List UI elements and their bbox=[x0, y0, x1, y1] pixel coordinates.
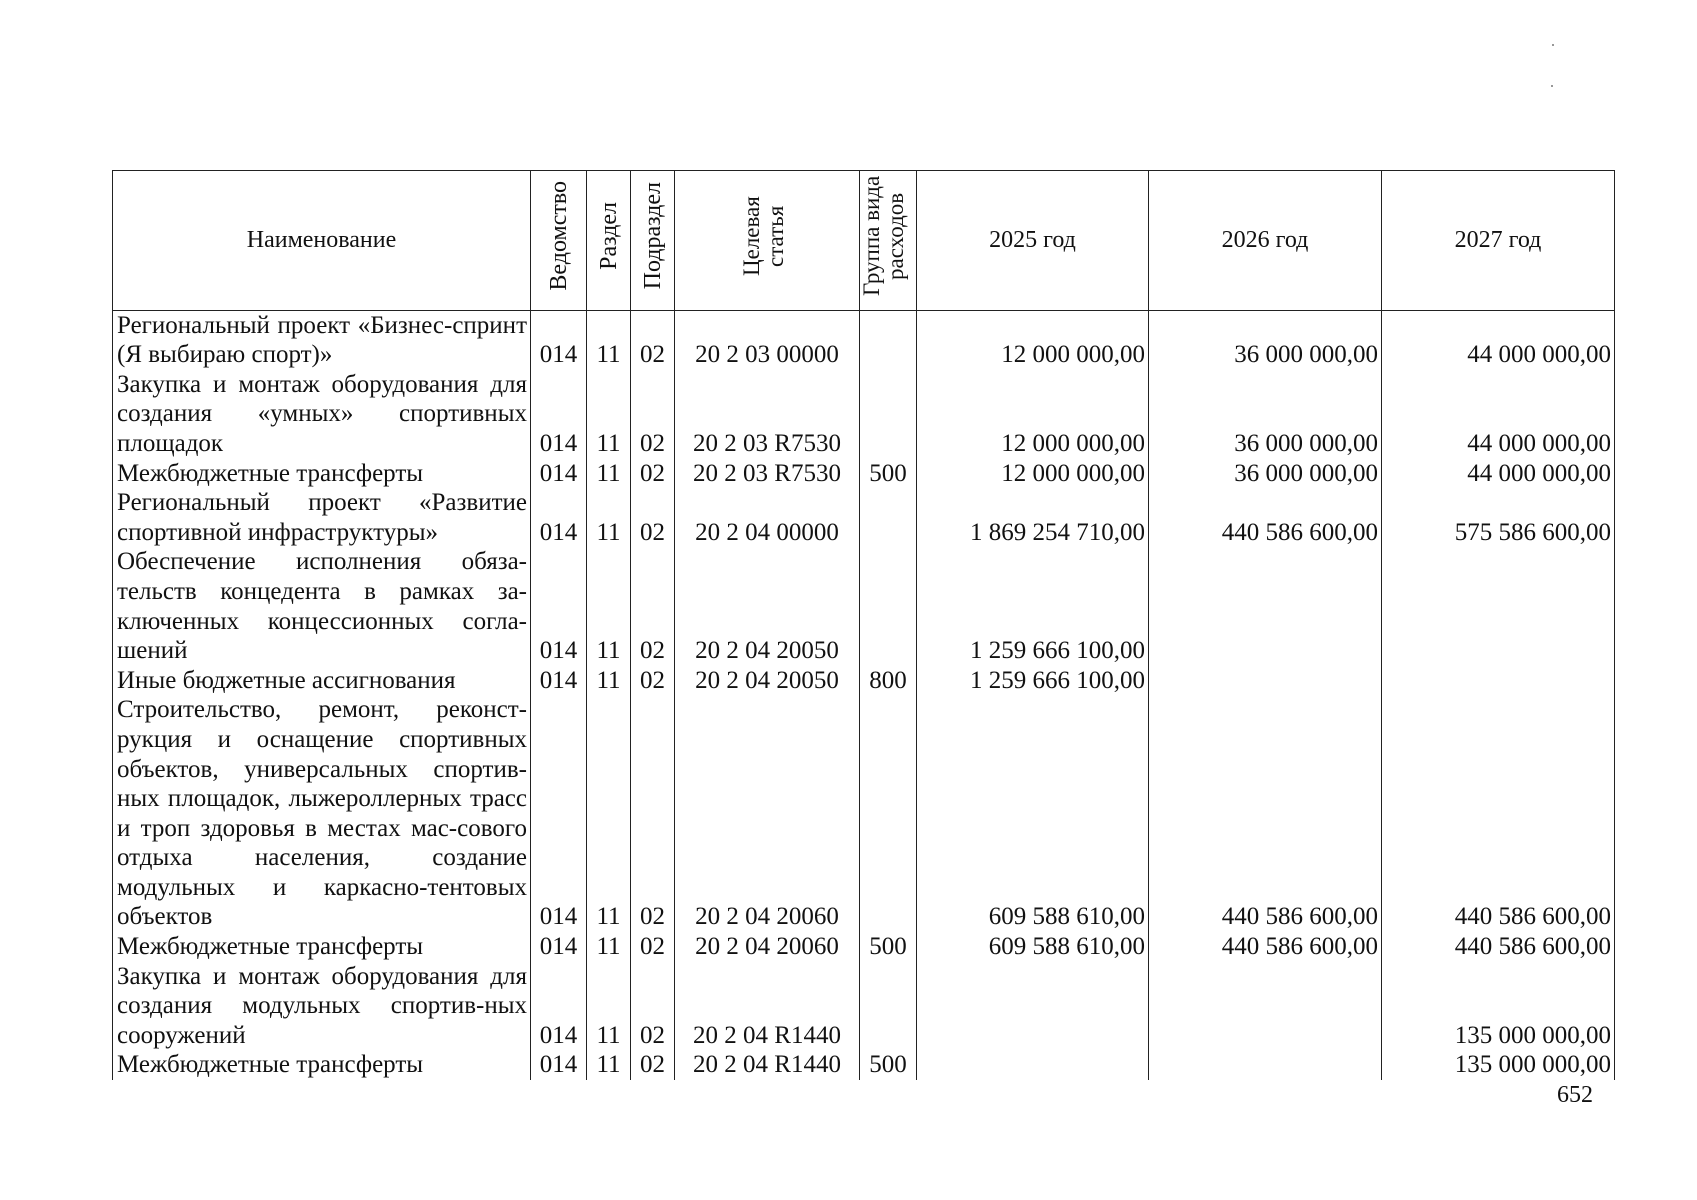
cell-vedomstvo: 014 bbox=[531, 370, 587, 459]
cell-name: Региональный проект «Развитие спортивной инфраструктуры» bbox=[113, 488, 531, 547]
cell-name: Межбюджетные трансферты bbox=[113, 1050, 531, 1080]
cell-celevaya-statya: 20 2 03 R7530 bbox=[675, 459, 860, 489]
cell-gruppa-vida-rashodov bbox=[860, 695, 917, 932]
cell-vedomstvo: 014 bbox=[531, 666, 587, 696]
cell-celevaya-statya: 20 2 03 R7530 bbox=[675, 370, 860, 459]
cell-amount-2027 bbox=[1382, 666, 1615, 696]
cell-vedomstvo: 014 bbox=[531, 1050, 587, 1080]
cell-amount-2027: 44 000 000,00 bbox=[1382, 370, 1615, 459]
cell-amount-2027 bbox=[1382, 547, 1615, 665]
scan-speck bbox=[1552, 44, 1554, 46]
cell-amount-2026: 36 000 000,00 bbox=[1149, 370, 1382, 459]
cell-gruppa-vida-rashodov bbox=[860, 310, 917, 370]
header-gruppa-vida-rashodov: Группа вида расходов bbox=[860, 171, 917, 311]
table-row bbox=[113, 1050, 1615, 1080]
cell-amount-2026 bbox=[1149, 1050, 1382, 1080]
table-row bbox=[113, 370, 1615, 459]
cell-amount-2025: 1 869 254 710,00 bbox=[917, 488, 1149, 547]
header-name: Наименование bbox=[113, 171, 531, 311]
cell-razdel: 11 bbox=[587, 962, 631, 1051]
cell-celevaya-statya: 20 2 04 20050 bbox=[675, 666, 860, 696]
header-celevaya-statya: Целевая статья bbox=[675, 171, 860, 311]
cell-amount-2026 bbox=[1149, 962, 1382, 1051]
cell-podrazdel: 02 bbox=[631, 695, 675, 932]
cell-amount-2027: 44 000 000,00 bbox=[1382, 459, 1615, 489]
cell-gruppa-vida-rashodov bbox=[860, 547, 917, 665]
cell-name: Закупка и монтаж оборудования для создания «умных» спортивных площадок bbox=[113, 370, 531, 459]
cell-name: Закупка и монтаж оборудования для создания модульных спортив-ных сооружений bbox=[113, 962, 531, 1051]
cell-podrazdel: 02 bbox=[631, 459, 675, 489]
cell-podrazdel: 02 bbox=[631, 547, 675, 665]
cell-vedomstvo: 014 bbox=[531, 695, 587, 932]
cell-podrazdel: 02 bbox=[631, 370, 675, 459]
cell-podrazdel: 02 bbox=[631, 962, 675, 1051]
header-podrazdel: Подраздел bbox=[631, 171, 675, 311]
cell-amount-2027: 440 586 600,00 bbox=[1382, 932, 1615, 962]
cell-amount-2026: 440 586 600,00 bbox=[1149, 695, 1382, 932]
cell-vedomstvo: 014 bbox=[531, 310, 587, 370]
cell-celevaya-statya: 20 2 04 R1440 bbox=[675, 962, 860, 1051]
table-row bbox=[113, 666, 1615, 696]
table-row bbox=[113, 695, 1615, 932]
cell-amount-2025: 1 259 666 100,00 bbox=[917, 666, 1149, 696]
cell-amount-2026 bbox=[1149, 547, 1382, 665]
cell-vedomstvo: 014 bbox=[531, 459, 587, 489]
cell-podrazdel: 02 bbox=[631, 932, 675, 962]
cell-razdel: 11 bbox=[587, 695, 631, 932]
cell-name: Обеспечение исполнения обяза-тельств концедента в рамках за-ключенных концессионных согла-шений bbox=[113, 547, 531, 665]
header-year-2027: 2027 год bbox=[1382, 171, 1615, 311]
cell-amount-2025: 609 588 610,00 bbox=[917, 695, 1149, 932]
cell-podrazdel: 02 bbox=[631, 666, 675, 696]
cell-amount-2026: 440 586 600,00 bbox=[1149, 932, 1382, 962]
cell-amount-2026: 36 000 000,00 bbox=[1149, 459, 1382, 489]
cell-amount-2026: 440 586 600,00 bbox=[1149, 488, 1382, 547]
cell-name: Иные бюджетные ассигнования bbox=[113, 666, 531, 696]
cell-name: Межбюджетные трансферты bbox=[113, 932, 531, 962]
cell-razdel: 11 bbox=[587, 666, 631, 696]
cell-vedomstvo: 014 bbox=[531, 932, 587, 962]
cell-razdel: 11 bbox=[587, 488, 631, 547]
table-header-row bbox=[113, 171, 1615, 311]
cell-amount-2025: 12 000 000,00 bbox=[917, 310, 1149, 370]
cell-celevaya-statya: 20 2 03 00000 bbox=[675, 310, 860, 370]
cell-gruppa-vida-rashodov bbox=[860, 962, 917, 1051]
cell-amount-2025: 609 588 610,00 bbox=[917, 932, 1149, 962]
header-razdel: Раздел bbox=[587, 171, 631, 311]
cell-name: Строительство, ремонт, реконст-рукция и оснащение спортивных объектов, универсальных спортив-ных площадок, лыжероллерных трасс и троп здоровья в местах мас-сового отдыха населения, создание модульных и каркасно-тентовых объектов bbox=[113, 695, 531, 932]
cell-amount-2025: 1 259 666 100,00 bbox=[917, 547, 1149, 665]
table-body bbox=[113, 310, 1615, 1080]
header-year-2025: 2025 год bbox=[917, 171, 1149, 311]
header-year-2026: 2026 год bbox=[1149, 171, 1382, 311]
cell-vedomstvo: 014 bbox=[531, 547, 587, 665]
budget-table bbox=[112, 170, 1615, 1080]
cell-razdel: 11 bbox=[587, 547, 631, 665]
cell-amount-2027: 135 000 000,00 bbox=[1382, 962, 1615, 1051]
cell-amount-2027: 575 586 600,00 bbox=[1382, 488, 1615, 547]
table-row bbox=[113, 962, 1615, 1051]
cell-gruppa-vida-rashodov: 500 bbox=[860, 932, 917, 962]
cell-amount-2025 bbox=[917, 1050, 1149, 1080]
cell-razdel: 11 bbox=[587, 1050, 631, 1080]
cell-podrazdel: 02 bbox=[631, 1050, 675, 1080]
cell-razdel: 11 bbox=[587, 459, 631, 489]
cell-celevaya-statya: 20 2 04 20060 bbox=[675, 695, 860, 932]
cell-gruppa-vida-rashodov: 800 bbox=[860, 666, 917, 696]
cell-amount-2026 bbox=[1149, 666, 1382, 696]
cell-celevaya-statya: 20 2 04 R1440 bbox=[675, 1050, 860, 1080]
cell-gruppa-vida-rashodov bbox=[860, 370, 917, 459]
cell-amount-2027: 440 586 600,00 bbox=[1382, 695, 1615, 932]
cell-razdel: 11 bbox=[587, 932, 631, 962]
cell-razdel: 11 bbox=[587, 370, 631, 459]
header-vedomstvo: Ведомство bbox=[531, 171, 587, 311]
cell-amount-2027: 135 000 000,00 bbox=[1382, 1050, 1615, 1080]
cell-celevaya-statya: 20 2 04 00000 bbox=[675, 488, 860, 547]
cell-amount-2025 bbox=[917, 962, 1149, 1051]
cell-amount-2027: 44 000 000,00 bbox=[1382, 310, 1615, 370]
cell-gruppa-vida-rashodov bbox=[860, 488, 917, 547]
cell-amount-2026: 36 000 000,00 bbox=[1149, 310, 1382, 370]
scan-speck bbox=[1551, 85, 1553, 87]
table-row bbox=[113, 547, 1615, 665]
cell-vedomstvo: 014 bbox=[531, 962, 587, 1051]
cell-podrazdel: 02 bbox=[631, 310, 675, 370]
cell-gruppa-vida-rashodov: 500 bbox=[860, 459, 917, 489]
cell-gruppa-vida-rashodov: 500 bbox=[860, 1050, 917, 1080]
cell-celevaya-statya: 20 2 04 20050 bbox=[675, 547, 860, 665]
table-row bbox=[113, 932, 1615, 962]
cell-amount-2025: 12 000 000,00 bbox=[917, 459, 1149, 489]
cell-vedomstvo: 014 bbox=[531, 488, 587, 547]
table-row bbox=[113, 459, 1615, 489]
cell-razdel: 11 bbox=[587, 310, 631, 370]
cell-name: Межбюджетные трансферты bbox=[113, 459, 531, 489]
cell-podrazdel: 02 bbox=[631, 488, 675, 547]
table-row bbox=[113, 488, 1615, 547]
cell-celevaya-statya: 20 2 04 20060 bbox=[675, 932, 860, 962]
cell-name: Региональный проект «Бизнес-спринт (Я выбираю спорт)» bbox=[113, 310, 531, 370]
page-number: 652 bbox=[1557, 1082, 1593, 1108]
cell-amount-2025: 12 000 000,00 bbox=[917, 370, 1149, 459]
table-row bbox=[113, 310, 1615, 370]
